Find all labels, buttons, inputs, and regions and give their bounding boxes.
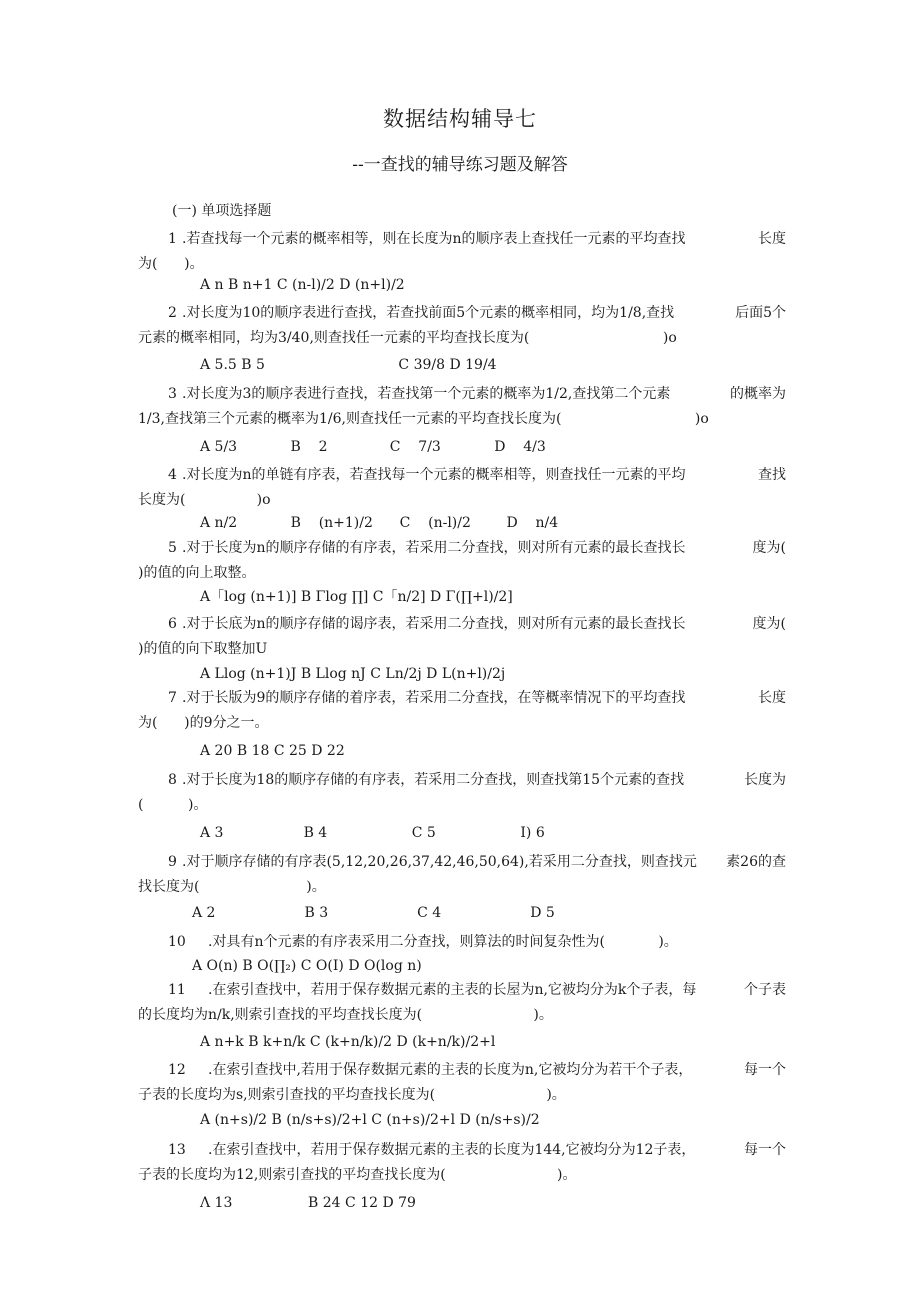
question-7-stem-line2: 为( )的9分之一。 — [138, 715, 269, 731]
question-number: 3 — [168, 386, 177, 402]
question-9-stem-line2: 找长度为( )。 — [138, 879, 326, 895]
question-11-stem-line2: 的长度均为n∕k,则索引查找的平均查找长度为( )。 — [138, 1007, 553, 1023]
question-2-stem-line2: 元素的概率相同，均为3/40,则查找任一元素的平均查找长度为( )o — [138, 330, 677, 346]
question-text: .对于长度为n的顺序存储的有序表，若采用二分查找，则对所有元素的最长查找长 — [182, 540, 686, 556]
question-2-stem-line1 — [138, 303, 786, 323]
question-number: 13 — [168, 1142, 186, 1158]
question-text: .对长度为10的顺序表进行查找，若查找前面5个元素的概率相同，均为1/8,查找 — [182, 305, 675, 321]
question-7-options: A 20 B 18 C 25 D 22 — [200, 743, 345, 759]
question-text: .对于长度为18的顺序存储的有序表，若采用二分查找，则查找第15个元素的查找 — [182, 772, 685, 788]
question-3-stem-line1 — [138, 384, 786, 404]
question-text: .对于长底为n的顺序存储的谒序表，若采用二分查找，则对所有元素的最长查找长 — [182, 616, 686, 632]
question-11-stem-line1 — [138, 980, 786, 1000]
question-10-stem-line1 — [138, 932, 786, 952]
question-4-stem-line2: 长度为( )o — [138, 492, 271, 508]
question-13-stem-line2: 子表的长度均为12,则索引查找的平均查找长度为( )。 — [138, 1167, 577, 1183]
question-12-stem-line1 — [138, 1060, 786, 1080]
question-number: 1 — [168, 231, 177, 247]
question-1-options: A n B n+1 C (n-l)∕2 D (n+l)∕2 — [200, 277, 405, 293]
question-text: .在索引查找中，若用于保存数据元素的主表的长屋为n,它被均分为k个子表，每 — [208, 982, 697, 998]
question-text-tail: 个子表 — [744, 982, 786, 998]
question-6-stem-line2: )的值的向下取整加U — [138, 641, 268, 657]
question-number: 9 — [168, 854, 177, 870]
question-12-stem-line2: 子表的长度均为s,则索引查找的平均查找长度为( )。 — [138, 1087, 566, 1103]
question-text-tail: 查找 — [758, 467, 786, 483]
question-number: 8 — [168, 772, 177, 788]
question-13-options: Λ 13 B 24 C 12 D 79 — [200, 1195, 416, 1211]
question-text-tail: 长度为 — [744, 772, 786, 788]
question-text: .对于顺序存储的有序表(5,12,20,26,37,42,46,50,64),若采用二分查找，则查找元 — [182, 854, 697, 870]
question-1-stem-line2: 为( )。 — [138, 256, 204, 272]
question-4-stem-line1 — [138, 465, 786, 485]
question-text-tail: 素26的查 — [726, 854, 786, 870]
question-number: 6 — [168, 616, 177, 632]
question-6-stem-line1 — [138, 614, 786, 634]
question-8-stem-line2: ( )。 — [138, 797, 208, 813]
question-8-options: A 3 B 4 C 5 I) 6 — [200, 825, 545, 841]
question-text-tail: 每一个 — [744, 1142, 786, 1158]
question-number: 12 — [168, 1062, 186, 1078]
question-text: .对于长版为9的顺序存储的着序表，若采用二分查找，在等概率情况下的平均查找 — [182, 690, 686, 706]
question-1-stem-line1 — [138, 229, 786, 249]
question-text: .若查找每一个元素的概率相等，则在长度为n的顺序表上查找任一元素的平均查找 — [182, 231, 686, 247]
question-number: 4 — [168, 467, 177, 483]
question-6-options: A Llog (n+1)J B Llog nJ C Ln∕2j D L(n+l)∕2j — [200, 666, 506, 682]
question-text-tail: 的概率为 — [730, 386, 786, 402]
question-7-stem-line1 — [138, 688, 786, 708]
question-number: 11 — [168, 982, 186, 998]
question-10-options: A O(n) B O(∏₂) C O(I) D O(log n) — [192, 958, 422, 974]
question-9-options: A 2 B 3 C 4 D 5 — [192, 905, 555, 921]
question-number: 5 — [168, 540, 177, 556]
document-title: 数据结构辅导七 — [383, 107, 537, 131]
question-text-tail: 每一个 — [744, 1062, 786, 1078]
question-3-stem-line2: 1/3,查找第三个元素的概率为1/6,则查找任一元素的平均查找长度为( )o — [138, 411, 709, 427]
question-text-tail: 长度 — [758, 231, 786, 247]
question-text: .对长度为n的单链有序表，若查找每一个元素的概率相等，则查找任一元素的平均 — [182, 467, 686, 483]
question-text-tail: 长度 — [758, 690, 786, 706]
question-13-stem-line1 — [138, 1140, 786, 1160]
question-text-tail: 度为( — [752, 540, 786, 556]
question-text: .在索引查找中，若用于保存数据元素的主表的长度为144,它被均分为12子表， — [208, 1142, 696, 1158]
question-text: .在索引查找中,若用于保存数据元素的主表的长度为n,它被均分为若干个子表， — [208, 1062, 693, 1078]
question-number: 2 — [168, 305, 177, 321]
question-4-options: A n/2 B (n+1)/2 C (n-l)∕2 D n/4 — [200, 515, 559, 531]
document-subtitle: --一查找的辅导练习题及解答 — [352, 155, 568, 175]
question-5-stem-line2: )的值的向上取整。 — [138, 565, 256, 581]
question-text-tail: 后面5个 — [735, 305, 786, 321]
question-11-options: A n+k B k+n/k C (k+n∕k)∕2 D (k+n∕k)∕2+l — [200, 1034, 496, 1050]
question-5-options: A「log (n+1)] B Γlog ∏] C「n/2] D Γ(∏+l)∕2] — [200, 589, 513, 605]
question-text: .对具有n个元素的有序表采用二分查找，则算法的时间复杂性为( )。 — [208, 934, 678, 950]
question-number: 10 — [168, 934, 186, 950]
question-3-options: A 5/3 B 2 C 7/3 D 4/3 — [200, 439, 546, 455]
question-12-options: A (n+s)/2 B (n∕s+s)∕2+l C (n+s)∕2+l D (n∕s+s)∕2 — [200, 1112, 540, 1128]
question-2-options: A 5.5 B 5 C 39/8 D 19/4 — [200, 357, 497, 373]
question-9-stem-line1 — [138, 852, 786, 872]
question-text-tail: 度为( — [752, 616, 786, 632]
section-heading: (一) 单项选择题 — [172, 203, 272, 219]
question-8-stem-line1 — [138, 770, 786, 790]
question-5-stem-line1 — [138, 538, 786, 558]
question-number: 7 — [168, 690, 177, 706]
question-text: .对长度为3的顺序表进行查找，若查找第一个元素的概率为1/2,查找第二个元素 — [182, 386, 671, 402]
